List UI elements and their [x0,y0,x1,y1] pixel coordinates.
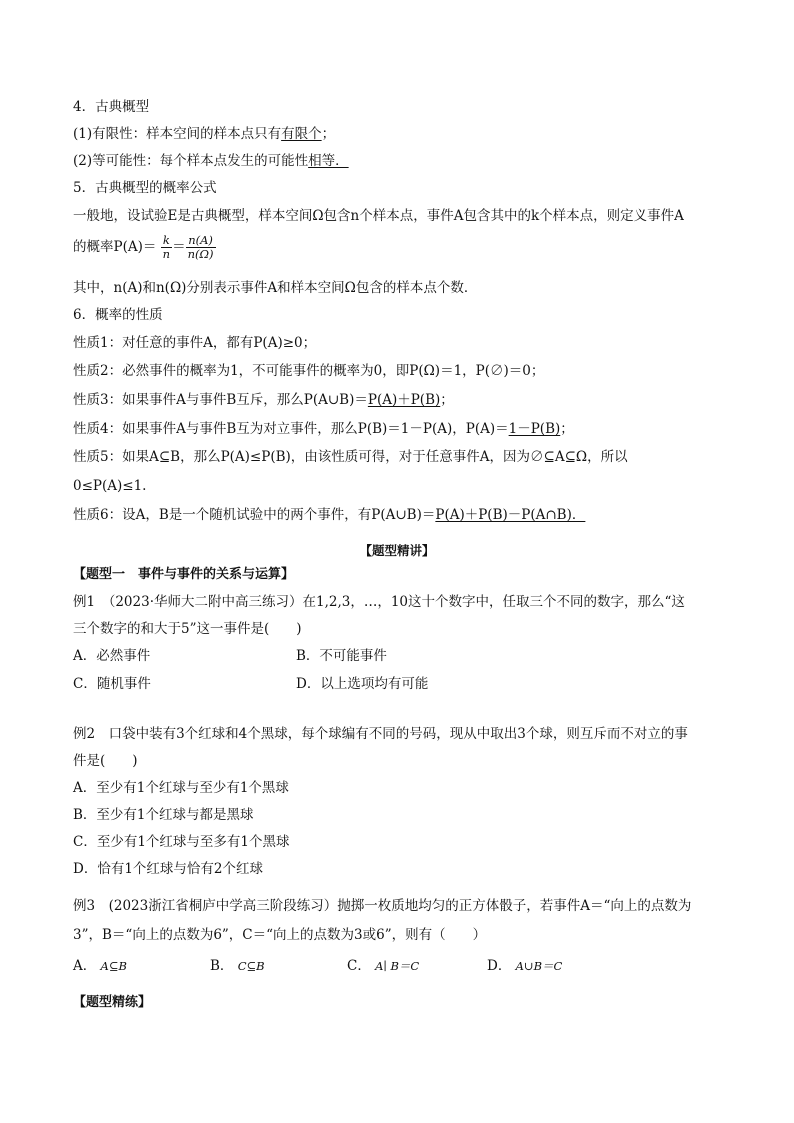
example-3-option-a: A． A⊆B [73,958,127,974]
property-4: 性质4：如果事件A与事件B互为对立事件，那么P(B)＝1－P(A)，P(A)＝1－P(B)； [73,421,574,437]
example-2-option-d: D．恰有1个红球与恰有2个红球 [73,861,264,877]
example-1-line-1: 例1 （2023·华师大二附中高三练习）在1,2,3，…，10这十个数字中，任取三个不同的数字，那么“这 [73,594,685,610]
example-1-line-2: 三个数字的和大于5”这一事件是( ) [73,621,302,637]
property-2: 性质2：必然事件的概率为1，不可能事件的概率为0，即P(Ω)＝1，P(∅)＝0； [73,363,545,379]
type-1-title: 【题型一 事件与事件的关系与运算】 [73,567,295,582]
example-1-option-c: C．随机事件 [73,676,151,692]
section-4-item-1: (1)有限性：样本空间的样本点只有有限个； [73,126,336,142]
section-5-title: 5．古典概型的概率公式 [73,180,217,196]
property-5-line-2: 0≤P(A)≤1. [73,478,147,494]
section-5-body-line-3: 其中，n(A)和n(Ω)分别表示事件A和样本空间Ω包含的样本点个数． [73,280,478,296]
example-3-line-2: 3”，B＝“向上的点数为6”，C＝“向上的点数为3或6”，则有（ ） [73,927,487,943]
probability-formula: 的概率P(A)＝ $\frac{k}{n}$ ＝ $\frac{n(A)}{n(\Omega)}$ [73,233,214,261]
example-1-option-a: A．必然事件 [73,648,151,664]
example-2-option-b: B．至少有1个红球与都是黑球 [73,807,254,823]
example-2-option-c: C．至少有1个红球与至多有1个黑球 [73,834,290,850]
section-4-item-2: (2)等可能性：每个样本点发生的可能性相等． [73,153,349,169]
property-1: 性质1：对任意的事件A，都有P(A)≥0； [73,335,317,351]
answer-underline: P(A)＋P(B) [367,392,441,408]
section-6-title: 6．概率的性质 [73,307,163,323]
example-3-option-d: D． A∪B＝C [487,958,563,974]
practice-title: 【题型精练】 [73,995,152,1010]
answer-underline: 有限个 [281,126,322,142]
example-3-option-b: B． C⊆B [210,958,265,974]
section-4-title: 4．古典概型 [73,99,150,115]
example-1-option-b: B．不可能事件 [296,648,387,664]
example-2-line-1: 例2 口袋中装有3个红球和4个黑球，每个球编有不同的号码，现从中取出3个球，则互斥而不对立的事 [73,726,688,742]
section-5-body-line-1: 一般地，设试验E是古典概型，样本空间Ω包含n个样本点，事件A包含其中的k个样本点，则定义事件A [73,208,684,224]
answer-underline: P(A)＋P(B)－P(A∩B)． [435,507,586,523]
answer-underline: 相等． [308,153,349,169]
property-3: 性质3：如果事件A与事件B互斥，那么P(A∪B)＝P(A)＋P(B)； [73,392,454,408]
example-3-option-c: C． A∣ B＝C [347,958,420,974]
fraction-nA-over-nOmega: $\frac{n(A)}{n(\Omega)}$ [187,233,214,261]
example-1-option-d: D．以上选项均有可能 [296,676,429,692]
section-heading-center: 【题型精讲】 [359,543,435,558]
property-5-line-1: 性质5：如果A⊆B，那么P(A)≤P(B)，由该性质可得，对于任意事件A，因为∅⊆A⊆Ω，所以 [73,449,628,465]
fraction-k-over-n: $\frac{k}{n}$ [162,233,171,261]
example-2-option-a: A．至少有1个红球与至少有1个黑球 [73,780,289,796]
property-6: 性质6：设A，B是一个随机试验中的两个事件，有P(A∪B)＝P(A)＋P(B)－P(A∩B)． [73,507,586,523]
example-3-line-1: 例3 (2023浙江省桐庐中学高三阶段练习）抛掷一枚质地均匀的正方体骰子，若事件A＝“向上的点数为 [73,898,692,914]
answer-underline: 1－P(B) [508,421,561,437]
example-2-line-2: 件是( ) [73,753,138,769]
